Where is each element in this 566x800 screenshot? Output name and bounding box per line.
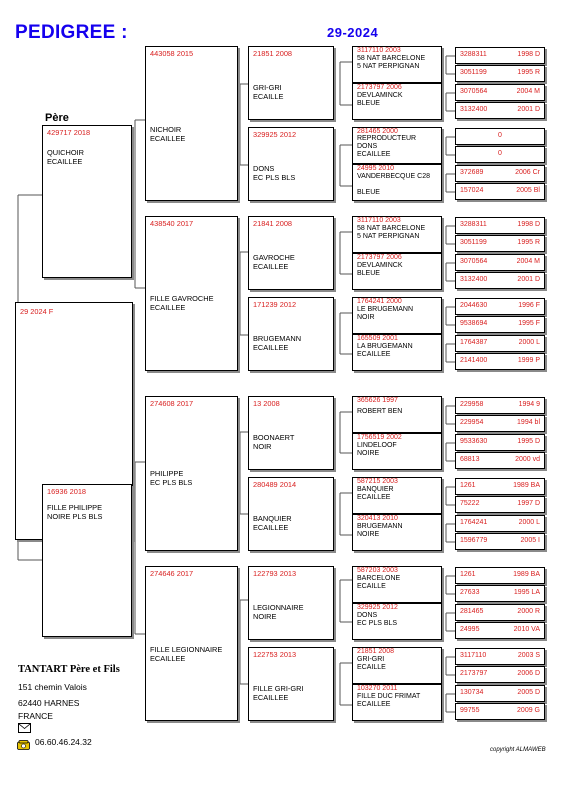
grandparent-name: PHILIPPE	[150, 469, 184, 478]
mail-icon	[18, 723, 31, 733]
ancestor-ring: 3117110 2003	[357, 217, 401, 224]
ancestor-extra: ECAILLEE	[357, 151, 391, 158]
pere-color: ECAILLEE	[47, 157, 83, 166]
ancestor-gen5-card[interactable]	[455, 515, 545, 532]
ancestor-ring: 2141400	[460, 357, 488, 364]
ancestor-gen5-card[interactable]	[455, 585, 545, 602]
ancestor-gen5-card[interactable]	[455, 316, 545, 333]
grandparent-card[interactable]	[145, 216, 238, 371]
ancestor-gen4-card[interactable]	[352, 127, 442, 164]
ancestor-color: 5 NAT PERPIGNAN	[357, 233, 420, 240]
ancestor-color: ECAILLEE	[357, 494, 391, 501]
ancestor-ring: 27633	[460, 589, 480, 596]
ancestor-ring: 3132400	[460, 276, 488, 283]
ancestor-ring: 280489 2014	[253, 480, 297, 489]
ancestor-color: NOIR	[253, 442, 272, 451]
ancestor-ring: 171239 2012	[253, 300, 297, 309]
ancestor-name: BRUGEMANN	[357, 523, 403, 530]
ancestor-gen4-card[interactable]	[352, 396, 442, 433]
ancestor-gen3-card[interactable]	[248, 127, 334, 201]
ancestor-name: DEVLAMINCK	[357, 92, 403, 99]
ancestor-ring: 24995 2010	[357, 165, 394, 172]
ancestor-gen4-card[interactable]	[352, 566, 442, 603]
ancestor-ring: 3288311	[460, 221, 487, 228]
ancestor-ring-year: 2001 D	[517, 106, 540, 113]
ancestor-gen5-card[interactable]	[455, 397, 545, 414]
ancestor-ring: 157024	[460, 187, 484, 194]
ancestor-name: BANQUIER	[357, 486, 394, 493]
ancestor-gen4-card[interactable]	[352, 253, 442, 290]
ancestor-gen3-card[interactable]	[248, 46, 334, 120]
ancestor-ring: 229958	[460, 401, 484, 408]
ancestor-ring: 9533630	[460, 438, 488, 445]
ancestor-name: DONS	[357, 612, 378, 619]
ancestor-ring-year: 1998 D	[517, 51, 540, 58]
ancestor-gen5-card[interactable]	[455, 102, 545, 119]
ancestor-gen5-card[interactable]	[455, 298, 545, 315]
ancestor-ring-year: 1994 9	[518, 401, 540, 408]
ancestor-ring-year: 1995 LA	[513, 589, 540, 596]
ancestor-name: LE BRUGEMANN	[357, 306, 414, 313]
ancestor-gen5-card[interactable]	[455, 353, 545, 370]
ancestor-gen5-card[interactable]	[455, 128, 545, 145]
ancestor-ring: 3070564	[460, 88, 488, 95]
ancestor-gen5-card[interactable]	[455, 84, 545, 101]
ancestor-color: ECAILLEE	[253, 693, 289, 702]
ancestor-ring-year: 2005 Bl	[516, 187, 540, 194]
ancestor-name: GRI-GRI	[253, 83, 282, 92]
ancestor-ring-year: 0	[498, 150, 502, 157]
ancestor-gen5-card[interactable]	[455, 533, 545, 550]
ancestor-ring: 3117110	[460, 652, 487, 659]
ancestor-gen5-card[interactable]	[455, 703, 545, 720]
ancestor-ring: 587215 2003	[357, 478, 398, 485]
ancestor-ring: 587203 2003	[357, 567, 398, 574]
ancestor-name: FILLE GRI-GRI	[253, 684, 304, 693]
ancestor-ring: 75222	[460, 500, 480, 507]
ancestor-gen4-card[interactable]	[352, 216, 442, 253]
ancestor-ring-year: 1994 bl	[517, 419, 540, 426]
ancestor-ring: 281465 2000	[357, 128, 398, 135]
ancestor-color: ECAILLEE	[357, 351, 391, 358]
ancestor-gen4-card[interactable]	[352, 164, 442, 201]
ancestor-color: NOIRE	[357, 531, 380, 538]
ancestor-name: 58 NAT BARCELONE	[357, 225, 426, 232]
ancestor-ring: 1596779	[460, 537, 488, 544]
ancestor-ring: 21851 2008	[357, 648, 394, 655]
ancestor-gen5-card[interactable]	[455, 496, 545, 513]
ancestor-gen5-card[interactable]	[455, 415, 545, 432]
ancestor-name: GRI-GRI	[357, 656, 385, 663]
ancestor-name: 58 NAT BARCELONE	[357, 55, 426, 62]
grandparent-color: ECAILLEE	[150, 654, 186, 663]
ancestor-ring-year: 2000 R	[517, 608, 540, 615]
ancestor-gen5-card[interactable]	[455, 65, 545, 82]
ancestor-gen3-card[interactable]	[248, 216, 334, 290]
ancestor-ring: 103270 2011	[357, 685, 398, 692]
ancestor-gen3-card[interactable]	[248, 297, 334, 371]
ancestor-ring-year: 2000 L	[518, 339, 540, 346]
ancestor-name: LINDELOOF	[357, 442, 397, 449]
ancestor-ring-year: 2006 D	[517, 670, 540, 677]
ancestor-ring: 229954	[460, 419, 484, 426]
ancestor-ring-year: 1989 BA	[513, 571, 540, 578]
ancestor-name: LEGIONNAIRE	[253, 603, 304, 612]
grandparent-card[interactable]	[145, 46, 238, 201]
ancestor-ring-year: 1995 R	[517, 239, 540, 246]
ancestor-ring-year: 2000 vd	[515, 456, 540, 463]
mere-ring: 16936 2018	[47, 487, 87, 496]
ancestor-ring: 24995	[460, 626, 480, 633]
pere-label: Père	[45, 112, 69, 124]
ancestor-color: NOIRE	[253, 612, 277, 621]
grandparent-ring: 438540 2017	[150, 219, 194, 228]
ancestor-ring: 281465	[460, 608, 484, 615]
ancestor-name: DEVLAMINCK	[357, 262, 403, 269]
ancestor-ring: 3051199	[460, 239, 487, 246]
ancestor-ring: 21851 2008	[253, 49, 293, 58]
ancestor-color: BLEUE	[357, 100, 380, 107]
ancestor-ring: 13 2008	[253, 399, 280, 408]
ancestor-gen5-card[interactable]	[455, 478, 545, 495]
grandparent-card[interactable]	[145, 396, 238, 551]
pere-card[interactable]	[42, 125, 132, 278]
ancestor-name: BOONAERT	[253, 433, 295, 442]
ancestor-gen4-card[interactable]	[352, 433, 442, 470]
ancestor-ring: 3117110 2003	[357, 47, 401, 54]
ancestor-gen4-card[interactable]	[352, 477, 442, 514]
phone-icon	[17, 737, 30, 747]
ancestor-ring: 320413 2010	[357, 515, 398, 522]
ancestor-ring: 1756519 2002	[357, 434, 402, 441]
grandparent-ring: 274608 2017	[150, 399, 194, 408]
grandparent-color: ECAILLEE	[150, 134, 186, 143]
ancestor-gen5-card[interactable]	[455, 217, 545, 234]
ancestor-ring: 2044630	[460, 302, 488, 309]
ancestor-name: ROBERT BEN	[357, 408, 403, 415]
ancestor-ring: 3288311	[460, 51, 487, 58]
ancestor-color: BLEUE	[357, 189, 380, 196]
ancestor-gen5-card[interactable]	[455, 648, 545, 665]
ancestor-color: EC PLS BLS	[357, 620, 398, 627]
ancestor-ring-year: 2006 Cr	[515, 169, 540, 176]
ancestor-gen4-card[interactable]	[352, 46, 442, 83]
ancestor-color: ECAILLEE	[357, 701, 391, 708]
ancestor-color: ECAILLE	[357, 664, 386, 671]
owner-name: TANTART Père et Fils	[18, 664, 120, 675]
ancestor-color: NOIRE	[357, 450, 380, 457]
pere-name: QUICHOIR	[47, 148, 84, 157]
ancestor-ring: 130734	[460, 689, 484, 696]
ancestor-gen5-card[interactable]	[455, 47, 545, 64]
ancestor-gen3-card[interactable]	[248, 566, 334, 640]
ancestor-ring: 122753 2013	[253, 650, 297, 659]
subject-ring: 29 2024 F	[20, 307, 54, 316]
ancestor-ring: 329925 2012	[357, 604, 398, 611]
ancestor-name: BRUGEMANN	[253, 334, 302, 343]
owner-street: 151 chemin Valois	[18, 682, 87, 692]
ancestor-name: FILLE DUC FRIMAT	[357, 693, 421, 700]
copyright-note: copyright ALMAWEB	[490, 747, 546, 753]
mere-color: NOIRE PLS BLS	[47, 512, 103, 521]
ancestor-gen5-card[interactable]	[455, 146, 545, 163]
ancestor-color: ECAILLEE	[253, 523, 289, 532]
ancestor-ring-year: 1995 D	[517, 438, 540, 445]
mere-card[interactable]	[42, 484, 132, 637]
ancestor-ring-year: 1995 R	[517, 69, 540, 76]
ancestor-color: ECAILLE	[253, 92, 284, 101]
owner-phone: 06.60.46.24.32	[35, 737, 92, 747]
ancestor-name: REPRODUCTEUR	[357, 135, 417, 142]
ancestor-color: ECAILLEE	[253, 343, 289, 352]
ancestor-ring-year: 2005 D	[517, 689, 540, 696]
ancestor-name: BARCELONE	[357, 575, 401, 582]
ancestor-gen4-card[interactable]	[352, 297, 442, 334]
ancestor-gen4-card[interactable]	[352, 83, 442, 120]
ancestor-gen5-card[interactable]	[455, 335, 545, 352]
ancestor-ring: 68813	[460, 456, 480, 463]
ancestor-gen3-card[interactable]	[248, 396, 334, 470]
grandparent-card[interactable]	[145, 566, 238, 721]
ancestor-gen5-card[interactable]	[455, 183, 545, 200]
ancestor-ring-year: 2001 D	[517, 276, 540, 283]
ancestor-ring-year: 1999 P	[517, 357, 540, 364]
ancestor-ring-year: 2000 L	[518, 519, 540, 526]
ancestor-color: ECAILLEE	[253, 262, 289, 271]
ancestor-ring: 1764241 2000	[357, 298, 402, 305]
ancestor-gen5-card[interactable]	[455, 604, 545, 621]
ancestor-ring-year: 2004 M	[516, 88, 540, 95]
ancestor-name: LA BRUGEMANN	[357, 343, 413, 350]
ancestor-gen5-card[interactable]	[455, 685, 545, 702]
ancestor-name: DONS	[253, 164, 275, 173]
ancestor-ring: 1261	[460, 482, 476, 489]
ancestor-color: DONS	[357, 143, 378, 150]
ancestor-ring: 329925 2012	[253, 130, 297, 139]
ancestor-gen4-card[interactable]	[352, 647, 442, 684]
grandparent-color: ECAILLEE	[150, 303, 186, 312]
ancestor-name: BANQUIER	[253, 514, 292, 523]
ancestor-ring: 3070564	[460, 258, 488, 265]
ancestor-ring-year: 1996 F	[518, 302, 540, 309]
ancestor-gen4-card[interactable]	[352, 603, 442, 640]
ancestor-ring: 21841 2008	[253, 219, 293, 228]
grandparent-name: FILLE LEGIONNAIRE	[150, 645, 223, 654]
grandparent-name: NICHOIR	[150, 125, 182, 134]
ancestor-ring: 1261	[460, 571, 476, 578]
ancestor-color: 5 NAT PERPIGNAN	[357, 63, 420, 70]
ancestor-ring-year: 1989 BA	[513, 482, 540, 489]
ancestor-gen5-card[interactable]	[455, 567, 545, 584]
ancestor-gen3-card[interactable]	[248, 647, 334, 721]
ancestor-ring: 3132400	[460, 106, 488, 113]
ancestor-ring-year: 2009 G	[517, 707, 540, 714]
grandparent-ring: 443058 2015	[150, 49, 194, 58]
ancestor-ring: 3051199	[460, 69, 487, 76]
ancestor-ring: 1764241	[460, 519, 488, 526]
pere-ring: 429717 2018	[47, 128, 91, 137]
ancestor-gen4-card[interactable]	[352, 684, 442, 721]
ancestor-ring-year: 1995 F	[518, 320, 540, 327]
ancestor-ring: 2173797 2006	[357, 254, 402, 261]
ancestor-ring: 2173797 2006	[357, 84, 402, 91]
mere-name: FILLE PHILIPPE	[47, 503, 103, 512]
ancestor-gen5-card[interactable]	[455, 272, 545, 289]
ancestor-ring: 9538694	[460, 320, 488, 327]
ancestor-ring-year: 0	[498, 132, 502, 139]
ancestor-gen5-card[interactable]	[455, 254, 545, 271]
ancestor-ring: 99755	[460, 707, 480, 714]
ancestor-ring: 165509 2001	[357, 335, 398, 342]
ancestor-gen5-card[interactable]	[455, 434, 545, 451]
ancestor-gen3-card[interactable]	[248, 477, 334, 551]
ancestor-ring: 372689	[460, 169, 484, 176]
ancestor-name: VANDERBECQUE C28	[357, 173, 431, 180]
grandparent-color: EC PLS BLS	[150, 478, 193, 487]
pigeon-ring-title: 29-2024	[327, 25, 379, 40]
ancestor-ring-year: 1998 D	[517, 221, 540, 228]
ancestor-ring-year: 2003 S	[517, 652, 540, 659]
ancestor-ring: 1764387	[460, 339, 488, 346]
ancestor-name: GAVROCHE	[253, 253, 295, 262]
ancestor-gen5-card[interactable]	[455, 666, 545, 683]
ancestor-ring-year: 2010 VA	[513, 626, 540, 633]
ancestor-gen5-card[interactable]	[455, 622, 545, 639]
ancestor-ring-year: 2004 M	[516, 258, 540, 265]
ancestor-ring-year: 2005 I	[520, 537, 540, 544]
owner-city: 62440 HARNES	[18, 698, 80, 708]
owner-country: FRANCE	[18, 711, 53, 721]
ancestor-color: NOIR	[357, 314, 375, 321]
ancestor-ring: 2173797	[460, 670, 488, 677]
ancestor-gen4-card[interactable]	[352, 334, 442, 371]
ancestor-gen4-card[interactable]	[352, 514, 442, 551]
ancestor-gen5-card[interactable]	[455, 235, 545, 252]
ancestor-color: ECAILLE	[357, 583, 386, 590]
ancestor-gen5-card[interactable]	[455, 452, 545, 469]
ancestor-ring: 122793 2013	[253, 569, 297, 578]
ancestor-color: BLEUE	[357, 270, 380, 277]
ancestor-ring-year: 1997 D	[517, 500, 540, 507]
grandparent-ring: 274646 2017	[150, 569, 194, 578]
grandparent-name: FILLE GAVROCHE	[150, 294, 214, 303]
ancestor-gen5-card[interactable]	[455, 165, 545, 182]
ancestor-color: EC PLS BLS	[253, 173, 296, 182]
page-title: PEDIGREE :	[15, 22, 128, 43]
ancestor-ring: 365626 1997	[357, 397, 398, 404]
